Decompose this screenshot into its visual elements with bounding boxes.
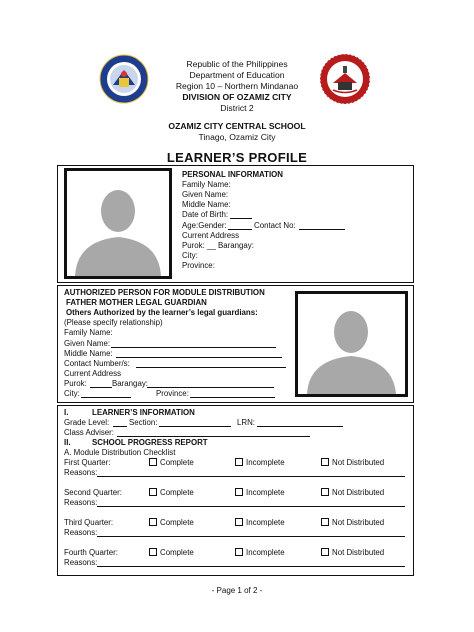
- auth-address-label: Current Address: [64, 369, 122, 378]
- section-two-title: SCHOOL PROGRESS REPORT: [92, 438, 208, 447]
- header-region: Region 10 – Northern Mindanao: [175, 81, 299, 91]
- learner-photo-placeholder: [64, 168, 172, 279]
- auth-city-field[interactable]: [81, 397, 131, 398]
- not-distributed-checkbox[interactable]: [321, 458, 384, 468]
- header-district: District 2: [220, 103, 254, 113]
- complete-checkbox[interactable]: [149, 518, 194, 528]
- class-adviser-field[interactable]: [117, 436, 310, 437]
- incomplete-option-label: Incomplete: [246, 518, 285, 527]
- auth-given-name-field[interactable]: [111, 347, 276, 348]
- auth-province-label: Province:: [156, 389, 189, 398]
- complete-option-label: Complete: [160, 488, 194, 497]
- authorized-heading: AUTHORIZED PERSON FOR MODULE DISTRIBUTION: [64, 288, 265, 297]
- checkbox-icon[interactable]: [149, 458, 157, 466]
- incomplete-option-label: Incomplete: [246, 488, 285, 497]
- not-distributed-option-label: Not Distributed: [332, 548, 385, 557]
- header-division: DIVISION OF OZAMIZ CITY: [182, 92, 292, 102]
- checklist-heading: A. Module Distribution Checklist: [64, 448, 176, 457]
- complete-option-label: Complete: [160, 518, 194, 527]
- header-department: Department of Education: [189, 70, 285, 80]
- checkbox-icon[interactable]: [235, 518, 243, 526]
- middle-name-label: Middle Name:: [182, 200, 231, 209]
- quarter-label: Second Quarter:: [64, 488, 122, 497]
- reasons-label: Reasons:: [64, 528, 98, 537]
- reasons-field[interactable]: [97, 566, 405, 567]
- checkbox-icon[interactable]: [235, 458, 243, 466]
- address-label: Current Address: [182, 231, 240, 240]
- auth-province-field[interactable]: [190, 397, 275, 398]
- auth-purok-field[interactable]: [90, 387, 112, 388]
- checkbox-icon[interactable]: [235, 488, 243, 496]
- auth-purok-label: Purok:: [64, 379, 87, 388]
- not-distributed-option-label: Not Distributed: [332, 458, 385, 467]
- guardian-options: FATHER MOTHER LEGAL GUARDIAN: [66, 298, 207, 307]
- incomplete-checkbox[interactable]: [235, 458, 285, 468]
- reasons-field[interactable]: [97, 506, 405, 507]
- header-location: Tinago, Ozamiz City: [198, 132, 276, 142]
- section-one-number: I.: [64, 408, 69, 417]
- province-label: Province:: [182, 261, 215, 270]
- not-distributed-checkbox[interactable]: [321, 488, 384, 498]
- reasons-label: Reasons:: [64, 498, 98, 507]
- gender-field[interactable]: [228, 229, 252, 230]
- checkbox-icon[interactable]: [321, 518, 329, 526]
- complete-checkbox[interactable]: [149, 488, 194, 498]
- not-distributed-option-label: Not Distributed: [332, 518, 385, 527]
- incomplete-checkbox[interactable]: [235, 548, 285, 558]
- guardian-photo-placeholder: [295, 291, 408, 397]
- quarter-label: Fourth Quarter:: [64, 548, 118, 557]
- dob-label: Date of Birth:: [182, 210, 229, 219]
- reasons-field[interactable]: [97, 536, 405, 537]
- checkbox-icon[interactable]: [235, 548, 243, 556]
- quarter-label: Third Quarter:: [64, 518, 114, 527]
- grade-level-field[interactable]: [113, 426, 127, 427]
- not-distributed-checkbox[interactable]: [321, 518, 384, 528]
- section-one-title: LEARNER’S INFORMATION: [92, 408, 195, 417]
- page-title: LEARNER’S PROFILE: [166, 150, 308, 165]
- auth-barangay-label: Barangay:: [112, 379, 148, 388]
- header-republic: Republic of the Philippines: [186, 59, 288, 69]
- given-name-label: Given Name:: [182, 190, 229, 199]
- reasons-label: Reasons:: [64, 468, 98, 477]
- quarter-label: First Quarter:: [64, 458, 111, 467]
- auth-middle-name-label: Middle Name:: [64, 349, 113, 358]
- incomplete-checkbox[interactable]: [235, 488, 285, 498]
- dob-field[interactable]: [230, 218, 252, 219]
- auth-barangay-field[interactable]: [147, 387, 274, 388]
- auth-given-name-label: Given Name:: [64, 339, 111, 348]
- auth-family-name-label: Family Name:: [64, 328, 113, 337]
- checkbox-icon[interactable]: [149, 488, 157, 496]
- checkbox-icon[interactable]: [321, 488, 329, 496]
- section-two-number: II.: [64, 438, 71, 447]
- age-gender-label: Age:Gender:: [182, 221, 227, 230]
- checkbox-icon[interactable]: [149, 518, 157, 526]
- contact-label: Contact No:: [254, 221, 296, 230]
- section-label: Section:: [129, 418, 158, 427]
- class-adviser-label: Class Adviser:: [64, 428, 114, 437]
- others-authorized: Others Authorized by the learner’s legal guardians:: [66, 308, 258, 317]
- checkbox-icon[interactable]: [321, 548, 329, 556]
- complete-checkbox[interactable]: [149, 548, 194, 558]
- incomplete-option-label: Incomplete: [246, 458, 285, 467]
- reasons-label: Reasons:: [64, 558, 98, 567]
- complete-checkbox[interactable]: [149, 458, 194, 468]
- incomplete-option-label: Incomplete: [246, 548, 285, 557]
- family-name-label: Family Name:: [182, 180, 231, 189]
- lrn-label: LRN:: [237, 418, 255, 427]
- header-school: OZAMIZ CITY CENTRAL SCHOOL: [168, 121, 306, 131]
- not-distributed-option-label: Not Distributed: [332, 488, 385, 497]
- checkbox-icon[interactable]: [321, 458, 329, 466]
- page-number: - Page 1 of 2 -: [211, 586, 263, 595]
- specify-relationship: (Please specify relationship): [64, 318, 163, 327]
- reasons-field[interactable]: [97, 476, 405, 477]
- grade-level-label: Grade Level:: [64, 418, 110, 427]
- not-distributed-checkbox[interactable]: [321, 548, 384, 558]
- checkbox-icon[interactable]: [149, 548, 157, 556]
- purok-barangay-label: Purok: __ Barangay:: [182, 241, 254, 250]
- auth-contact-field[interactable]: [136, 367, 286, 368]
- auth-city-label: City:: [64, 389, 80, 398]
- auth-middle-name-field[interactable]: [116, 357, 282, 358]
- auth-contact-label: Contact Number/s:: [64, 359, 130, 368]
- section-field[interactable]: [159, 426, 231, 427]
- complete-option-label: Complete: [160, 458, 194, 467]
- contact-field[interactable]: [299, 229, 345, 230]
- lrn-field[interactable]: [257, 426, 343, 427]
- incomplete-checkbox[interactable]: [235, 518, 285, 528]
- city-label: City:: [182, 251, 198, 260]
- complete-option-label: Complete: [160, 548, 194, 557]
- personal-info-heading: PERSONAL INFORMATION: [182, 170, 283, 179]
